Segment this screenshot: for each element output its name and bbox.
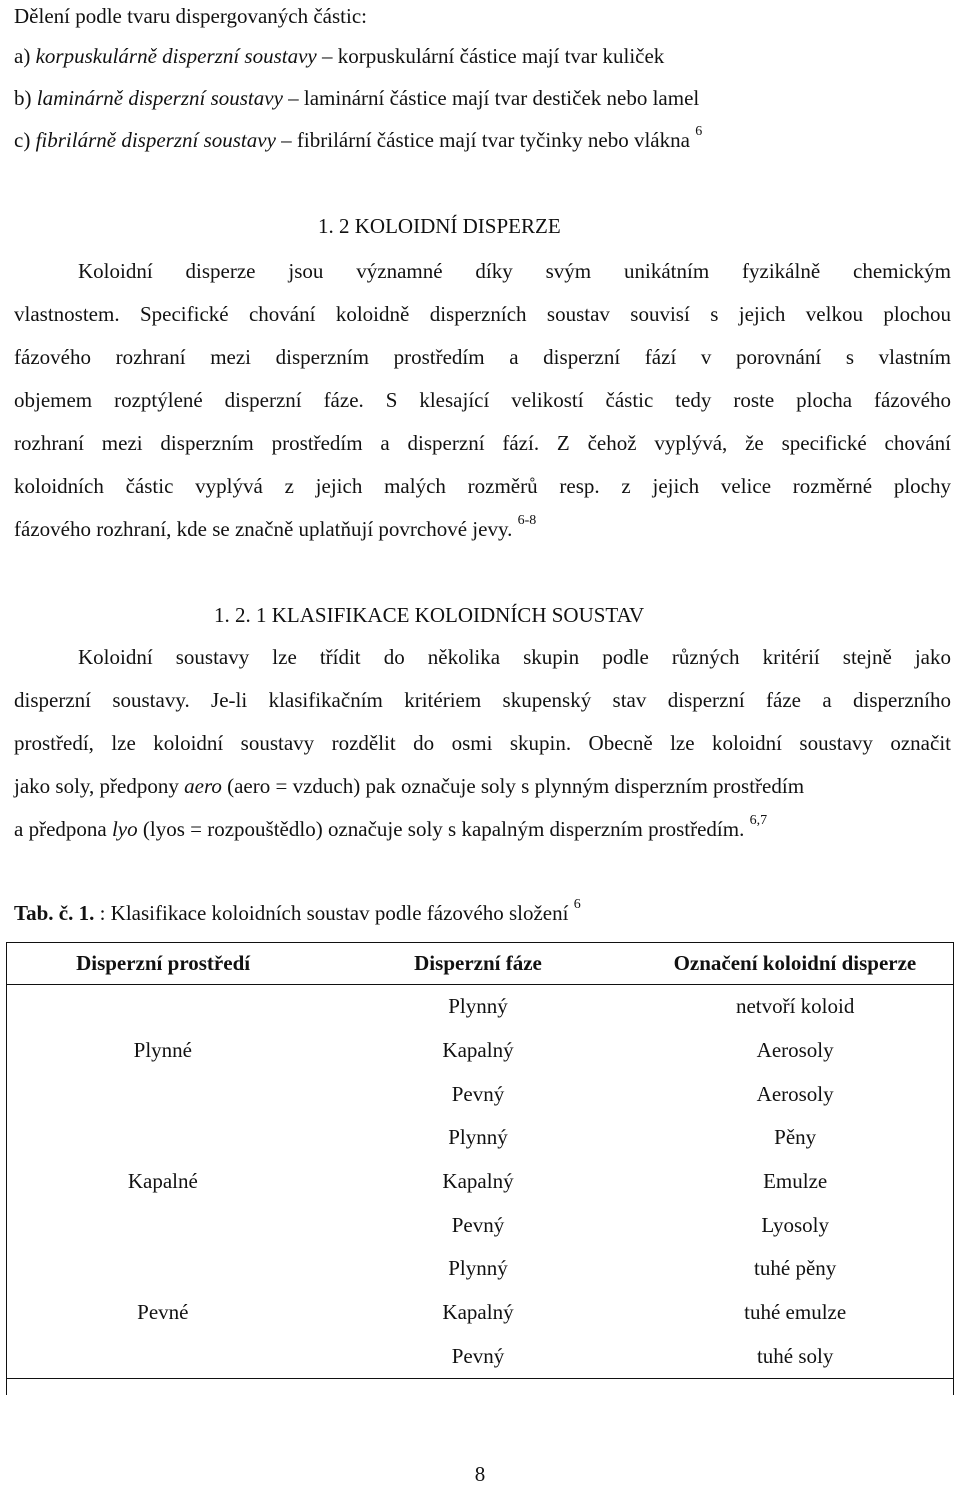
- designation-cell: Aerosoly: [756, 1038, 834, 1063]
- list-item-c: [14, 124, 703, 152]
- list-item-b: [14, 86, 699, 110]
- list-text: – fibrilární částice mají tvar tyčinky nebo vlákna: [275, 128, 696, 152]
- table-header-row: [7, 943, 954, 985]
- reference: 6,7: [749, 813, 768, 828]
- list-prefix: a): [14, 44, 36, 68]
- medium-cell: Plynné: [133, 1038, 192, 1063]
- designation-cell: tuhé pěny: [754, 1256, 837, 1281]
- paragraph-line: [14, 813, 768, 841]
- paragraph-line: Koloidní soustavy lze třídit do několika skupin podle různých kritérií stejně jako: [78, 645, 951, 669]
- paragraph-text-b: (aero = vzduch) pak označuje soly s plynným disperzním prostředím: [221, 774, 805, 798]
- phase-cell: Kapalný: [442, 1300, 514, 1325]
- classification-table: [6, 942, 954, 1379]
- medium-cell: Kapalné: [127, 1169, 198, 1194]
- table-row: [7, 1116, 954, 1160]
- phase-cell: Kapalný: [442, 1169, 514, 1194]
- table-row: [7, 985, 954, 1029]
- list-prefix: b): [14, 86, 37, 110]
- paragraph-line: koloidních částic vyplývá z jejich malých rozměrů resp. z jejich velice rozměrné plochy: [14, 474, 951, 498]
- designation-cell: tuhé emulze: [744, 1300, 847, 1325]
- paragraph-line: fázového rozhraní mezi disperzním prostředím a disperzní fází v porovnání s vlastním: [14, 345, 951, 369]
- paragraph-line: objemem rozptýlené disperzní fáze. S klesající velikostí částic tedy roste plocha fázového: [14, 388, 951, 412]
- paragraph-text-a: a předpona: [14, 817, 112, 841]
- caption-text: : Klasifikace koloidních soustav podle fázového složení: [94, 901, 574, 925]
- reference: 6-8: [517, 513, 537, 528]
- table-row: [7, 1247, 954, 1291]
- header-cell: Označení koloidní disperze: [637, 943, 954, 985]
- designation-cell: Emulze: [763, 1169, 828, 1194]
- header-cell: Disperzní fáze: [319, 943, 637, 985]
- prefix-term: aero: [184, 774, 222, 798]
- paragraph-line: [14, 774, 951, 798]
- list-term: korpuskulárně disperzní soustavy: [35, 44, 317, 68]
- table-caption: [14, 897, 581, 925]
- paragraph-text-b: (lyos = rozpouštědlo) označuje soly s kapalným disperzním prostředím.: [137, 817, 750, 841]
- paragraph-text-a: jako soly, předpony: [14, 774, 185, 798]
- paragraph-text: [14, 774, 804, 798]
- list-item-a: [14, 44, 664, 68]
- designation-cell: netvoří koloid: [735, 994, 855, 1019]
- prefix-term: lyo: [111, 817, 138, 841]
- phase-cell: Plynný: [448, 1125, 508, 1150]
- paragraph-line: prostředí, lze koloidní soustavy rozdělit do osmi skupin. Obecně lze koloidní soustavy označit: [14, 731, 951, 755]
- list-text: – korpuskulární částice mají tvar kuliček: [316, 44, 665, 68]
- paragraph-line: vlastnostem. Specifické chování koloidně disperzních soustav souvisí s jejich velkou plochou: [14, 302, 951, 326]
- phase-cell: Plynný: [448, 1256, 508, 1281]
- medium-cell: Pevné: [7, 1247, 320, 1379]
- list-term: laminárně disperzní soustavy: [36, 86, 283, 110]
- designation-cell: Aerosoly: [756, 1081, 834, 1106]
- list-text: – laminární částice mají tvar destiček nebo lamel: [282, 86, 700, 110]
- phase-cell: Pevný: [451, 1081, 505, 1106]
- list-term: fibrilárně disperzní soustavy: [35, 128, 276, 152]
- designation-cell: tuhé soly: [637, 1335, 954, 1379]
- caption-label: Tab. č. 1.: [14, 901, 95, 925]
- list-prefix: c): [14, 128, 36, 152]
- page-number: 8: [474, 1462, 486, 1486]
- paragraph-line: Koloidní disperze jsou významné díky svým unikátním fyzikálně chemickým: [78, 259, 951, 283]
- paragraph-line: disperzní soustavy. Je-li klasifikačním kritériem skupenský stav disperzní fáze a disperzního: [14, 688, 951, 712]
- reference: 6: [573, 897, 581, 912]
- subsection-heading: 1. 2. 1 KLASIFIKACE KOLOIDNÍCH SOUSTAV: [214, 603, 645, 627]
- designation-cell: Pěny: [774, 1125, 817, 1150]
- paragraph-line: [14, 513, 537, 541]
- designation-cell: Lyosoly: [761, 1212, 829, 1237]
- header-cell: Disperzní prostředí: [7, 943, 320, 985]
- paragraph-text: fázového rozhraní, kde se značně uplatňují povrchové jevy.: [14, 517, 518, 541]
- phase-cell: Plynný: [448, 994, 508, 1019]
- phase-cell: Pevný: [451, 1212, 505, 1237]
- section-heading: 1. 2 KOLOIDNÍ DISPERZE: [318, 214, 561, 238]
- phase-cell: Pevný: [319, 1335, 637, 1379]
- phase-cell: Kapalný: [442, 1038, 514, 1063]
- paragraph-line: rozhraní mezi disperzním prostředím a disperzní fází. Z čehož vyplývá, že specifické chování: [14, 431, 951, 455]
- intro-line: Dělení podle tvaru dispergovaných částic:: [14, 4, 368, 28]
- reference: 6: [695, 124, 703, 139]
